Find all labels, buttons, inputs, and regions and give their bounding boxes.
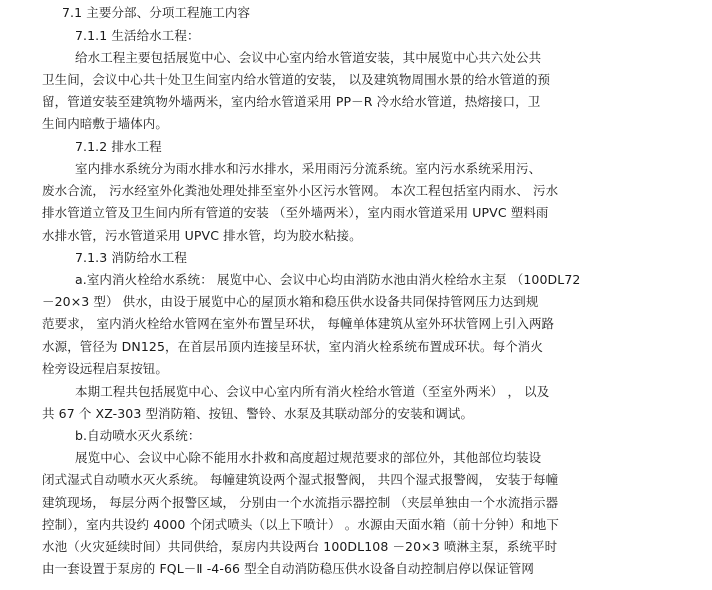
paragraph-line: 本期工程共包括展览中心、会议中心室内所有消火栓给水管道（至室外两米） ， 以及 [75, 384, 550, 399]
paragraph-line: 栓旁设远程启泵按钮。 [42, 361, 169, 376]
subsection-heading-b: b.自动喷水灭火系统： [75, 428, 201, 443]
paragraph-line: 控制），室内共设约 4000 个闭式喷头（以上下喷计） 。水源由天面水箱（前十分钟）和地下 [42, 517, 559, 532]
paragraph-line: 留，管道安装至建筑物外墙两米，室内给水管道采用 PP－R 冷水给水管道，热熔接口，卫 [42, 94, 541, 109]
subsection-heading-7-1-2: 7.1.2 排水工程 [75, 139, 162, 154]
paragraph-line: 展览中心、会议中心除不能用水扑救和高度超过规范要求的部位外，其他部位均装设 [75, 450, 542, 465]
paragraph-line: 排水管道立管及卫生间内所有管道的安装 （至外墙两米），室内雨水管道采用 UPVC 塑料雨 [42, 205, 549, 220]
paragraph-line: 生间内暗敷于墙体内。 [42, 116, 169, 131]
subsection-heading-7-1-3: 7.1.3 消防给水工程 [75, 250, 187, 265]
paragraph-line: 共 67 个 XZ-303 型消防箱、按钮、警铃、水泵及其联动部分的安装和调试。 [42, 406, 474, 421]
paragraph-line: 建筑现场， 每层分两个报警区域， 分别由一个水流指示器控制 （夹层单独由一个水流指示器 [42, 495, 559, 510]
paragraph-line: 水源，管径为 DN125，在首层吊顶内连接呈环状，室内消火栓系统布置成环状。每个消火 [42, 339, 544, 354]
paragraph-line: 闭式湿式自动喷水灭火系统。 每幢建筑设两个湿式报警阀， 共四个湿式报警阀， 安装于每幢 [42, 472, 559, 487]
paragraph-line: 室内排水系统分为雨水排水和污水排水，采用雨污分流系统。室内污水系统采用污、 [75, 161, 542, 176]
paragraph-line: 由一套设置于泵房的 FQL－Ⅱ -4-66 型全自动消防稳压供水设备自动控制启停以保证管网 [42, 561, 534, 576]
paragraph-line: 给水工程主要包括展览中心、会议中心室内给水管道安装，其中展览中心共六处公共 [75, 50, 542, 65]
paragraph-line: 水排水管，污水管道采用 UPVC 排水管，均为胶水粘接。 [42, 228, 362, 243]
paragraph-line: a.室内消火栓给水系统： 展览中心、会议中心均由消防水池由消火栓给水主泵 （100DL72 [75, 272, 581, 287]
section-title: 7.1 主要分部、分项工程施工内容 [62, 5, 251, 20]
paragraph-line: 废水合流， 污水经室外化粪池处理处排至室外小区污水管网。 本次工程包括室内雨水、 污水 [42, 183, 559, 198]
paragraph-line: 卫生间，会议中心共十处卫生间室内给水管道的安装， 以及建筑物周围水景的给水管道的预 [42, 72, 551, 87]
paragraph-line: 水池（火灾延续时间）共同供给，泵房内共设两台 100DL108 －20×3 喷淋主泵，系统平时 [42, 539, 558, 554]
subsection-heading-7-1-1: 7.1.1 生活给水工程： [75, 28, 200, 43]
paragraph-line: 范要求， 室内消火栓给水管网在室外布置呈环状， 每幢单体建筑从室外环状管网上引入两路 [42, 316, 555, 331]
paragraph-line: －20×3 型） 供水，由设于展览中心的屋顶水箱和稳压供水设备共同保持管网压力达到规 [42, 294, 539, 309]
